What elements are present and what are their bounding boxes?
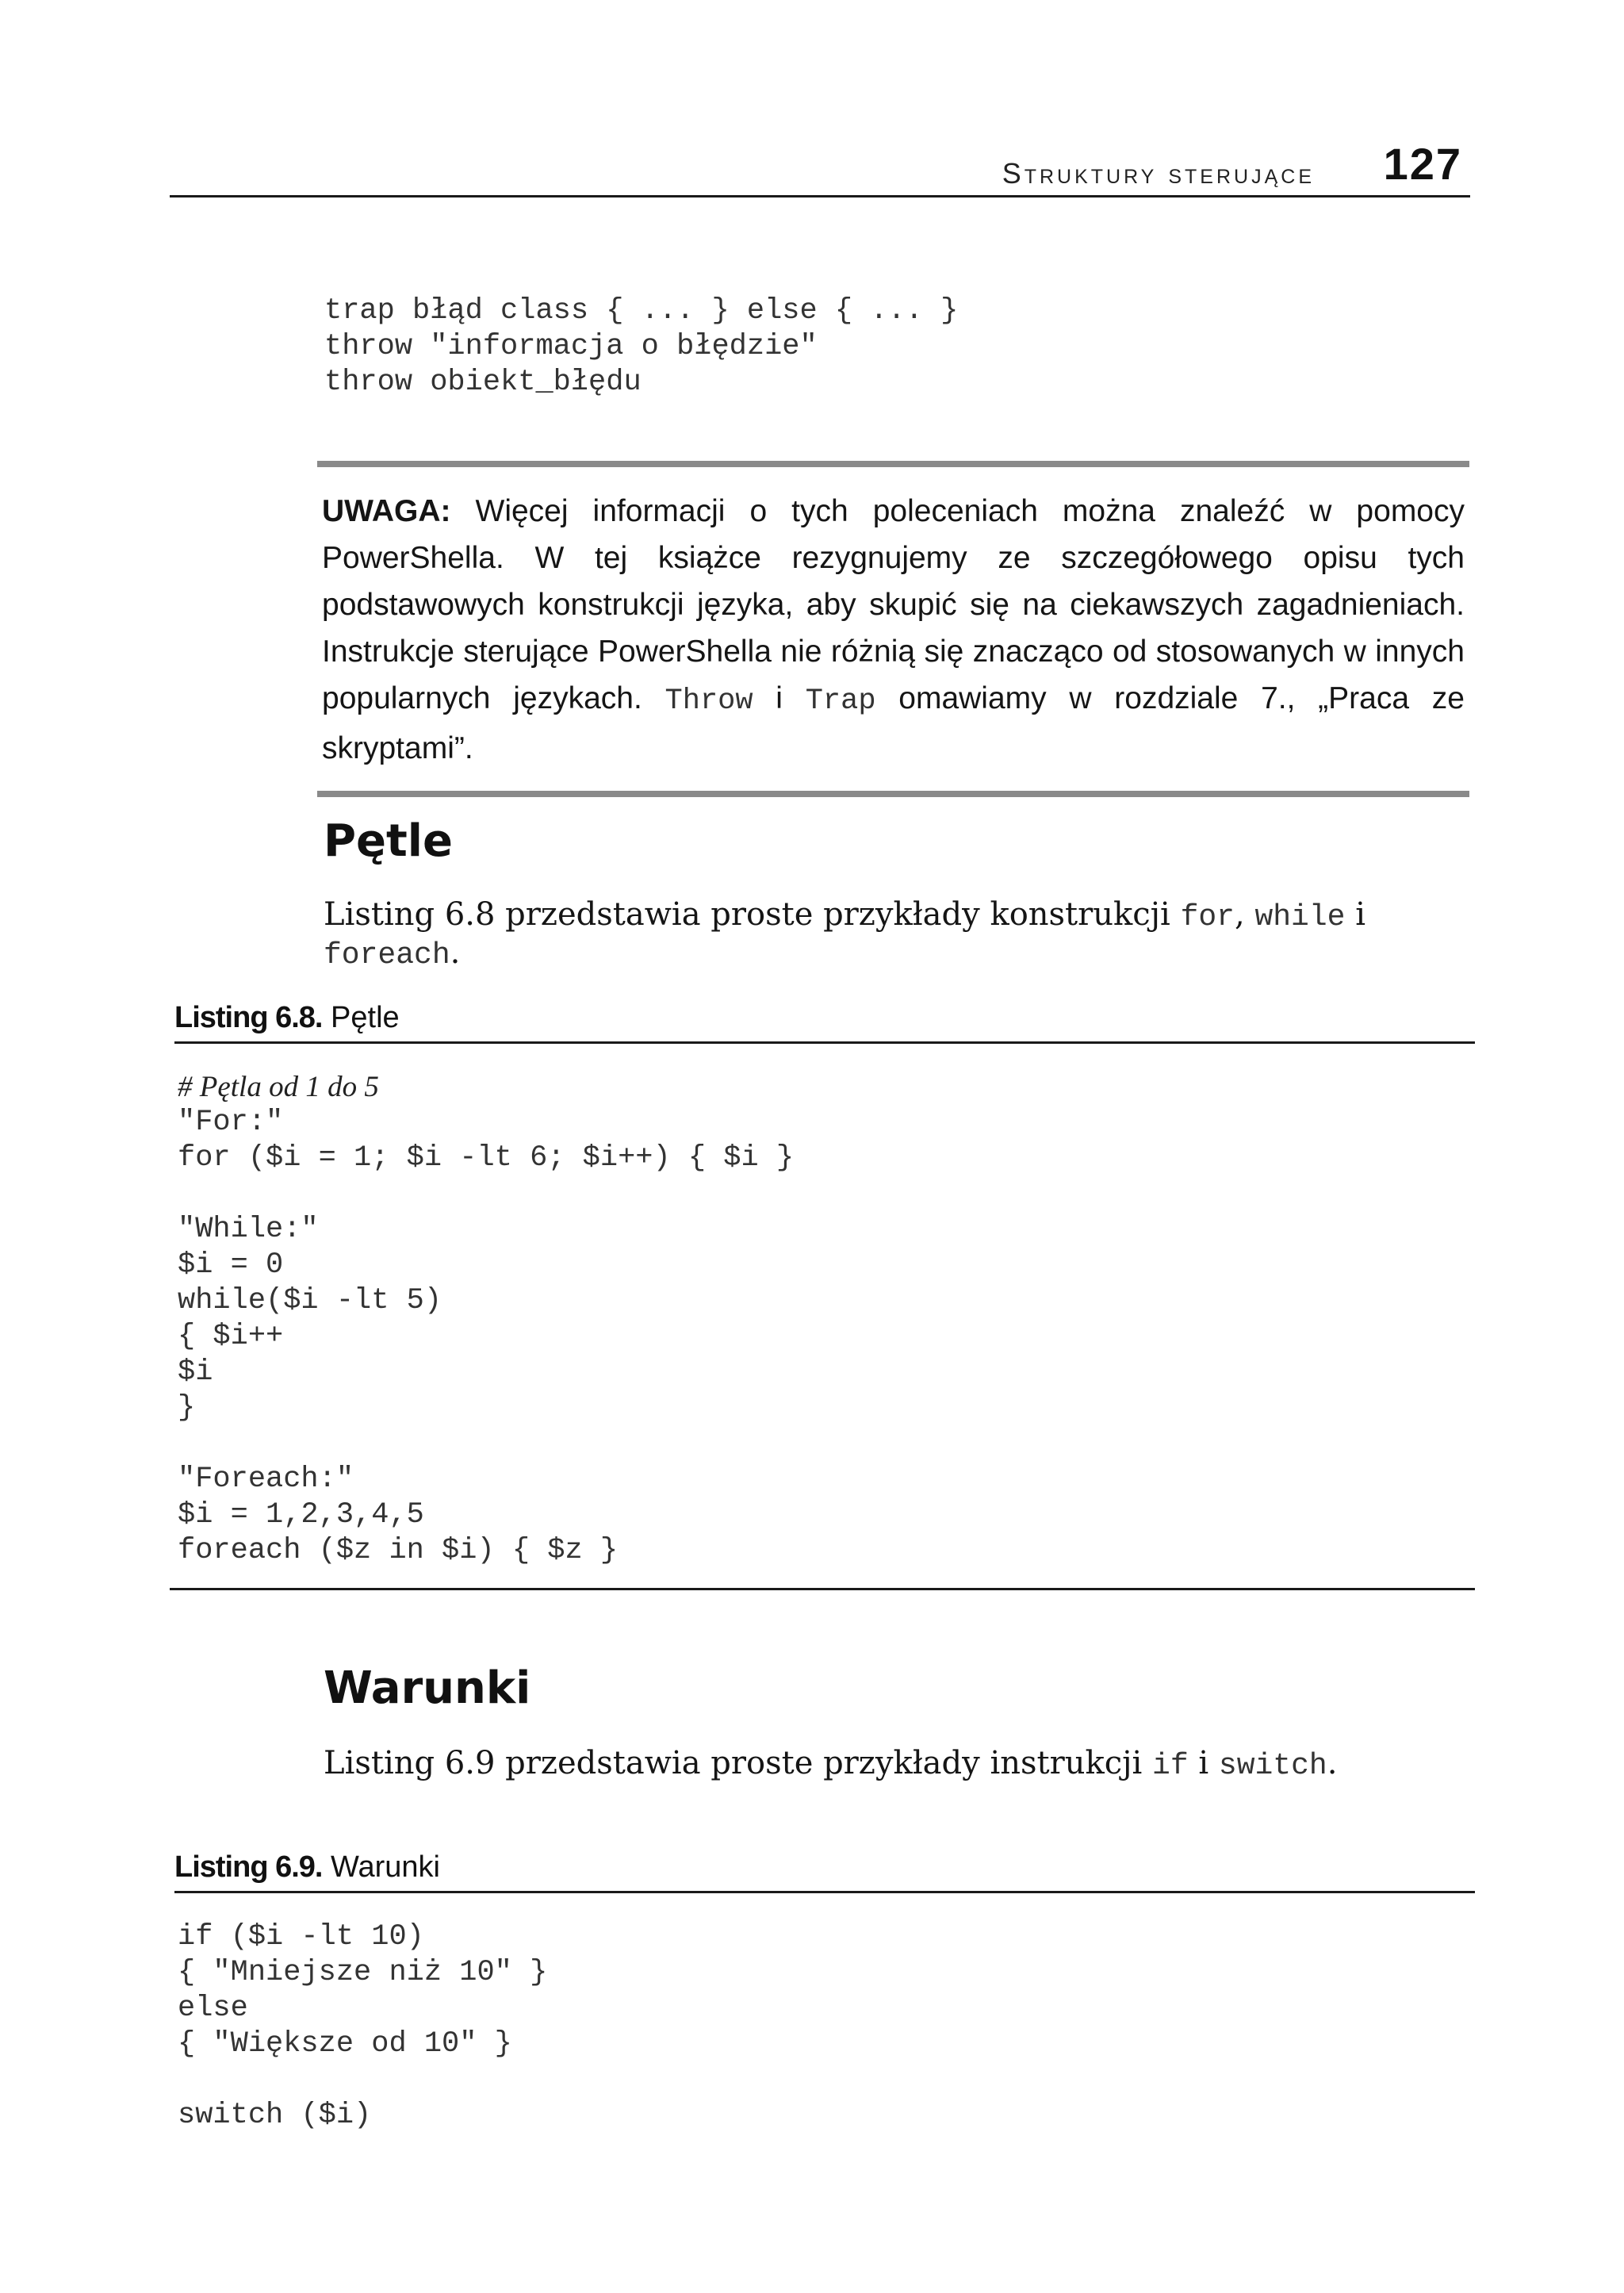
code-line: "While:" [178, 1213, 319, 1246]
code-line: $i = 0 [178, 1248, 284, 1282]
note-label: UWAGA: [322, 494, 451, 528]
code-line: if ($i -lt 10) [178, 1920, 424, 1954]
code-line: throw "informacja o błędzie" [324, 330, 818, 363]
paragraph-text: Listing 6.8 przedstawia proste przykłady konstrukcji [324, 896, 1170, 933]
code-line: else [178, 1992, 248, 2025]
code-line [178, 2062, 547, 2098]
note-and: i [776, 681, 783, 715]
listing-title: Warunki [331, 1850, 441, 1884]
listing-68-caption [174, 1001, 1475, 1044]
paragraph-conditions [324, 1745, 1473, 1783]
note-text-end: omawiamy w rozdziale 7., „Praca ze skryptami”. [322, 681, 1465, 765]
code-line [178, 1426, 794, 1462]
listing-title: Pętle [331, 1001, 400, 1034]
paragraph-loops [324, 896, 1473, 972]
listing-number: Listing 6.9. [174, 1850, 323, 1884]
code-line: } [178, 1391, 196, 1424]
listing-69-caption [174, 1850, 1475, 1893]
code-line: switch ($i) [178, 2099, 372, 2132]
period: . [1327, 1745, 1338, 1781]
code-line: "Foreach:" [178, 1463, 354, 1496]
and-word: i [1355, 896, 1365, 933]
listing-68-end-rule [170, 1588, 1475, 1590]
running-header-title: Struktury sterujące [1002, 157, 1315, 190]
heading-conditions: Warunki [324, 1662, 531, 1714]
code-line: $i = 1,2,3,4,5 [178, 1498, 424, 1532]
code-line: trap błąd class { ... } else { ... } [324, 294, 959, 328]
code-line: for ($i = 1; $i -lt 6; $i++) { $i } [178, 1141, 795, 1175]
period: . [450, 934, 461, 971]
listing-number: Listing 6.8. [174, 1001, 323, 1034]
code-line: { $i++ [178, 1320, 284, 1353]
inline-code-if: if [1152, 1749, 1189, 1783]
code-line: $i [178, 1355, 213, 1389]
and-word: i [1198, 1745, 1209, 1781]
note-code-throw: Throw [665, 684, 753, 718]
code-line: while($i -lt 5) [178, 1284, 442, 1317]
listing-69-code [178, 1919, 547, 2134]
code-line: { "Większe od 10" } [178, 2027, 512, 2061]
syntax-code-block [324, 293, 958, 401]
code-line: "For:" [178, 1106, 284, 1139]
listing-68-code [178, 1069, 794, 1569]
comma: , [1235, 896, 1245, 933]
inline-code-for: for [1180, 900, 1235, 934]
inline-code-foreach: foreach [324, 938, 450, 972]
note-text: Więcej informacji o tych poleceniach można znaleźć w pomocy PowerShella. W tej książce rezygnujemy ze szczegółowego opisu tych podstawowych konstrukcji języka, aby skupić się na ciekawszych zagadnieniach. Instrukcje sterujące PowerShella nie różnią się znacząco od stosowanych w innych popularnych językach. [322, 494, 1465, 715]
code-line: { "Mniejsze niż 10" } [178, 1956, 548, 1989]
note-code-trap: Trap [805, 684, 876, 718]
note-box [317, 461, 1469, 797]
code-line: throw obiekt_błędu [324, 366, 642, 399]
page-number: 127 [1383, 139, 1462, 189]
code-line [178, 1176, 794, 1212]
heading-loops: Pętle [324, 815, 453, 867]
code-line: foreach ($z in $i) { $z } [178, 1534, 619, 1567]
running-header [170, 135, 1470, 197]
inline-code-while: while [1254, 900, 1346, 934]
code-comment: # Pętla od 1 do 5 [178, 1071, 379, 1103]
inline-code-switch: switch [1218, 1749, 1327, 1783]
paragraph-text: Listing 6.9 przedstawia proste przykłady instrukcji [324, 1745, 1143, 1781]
